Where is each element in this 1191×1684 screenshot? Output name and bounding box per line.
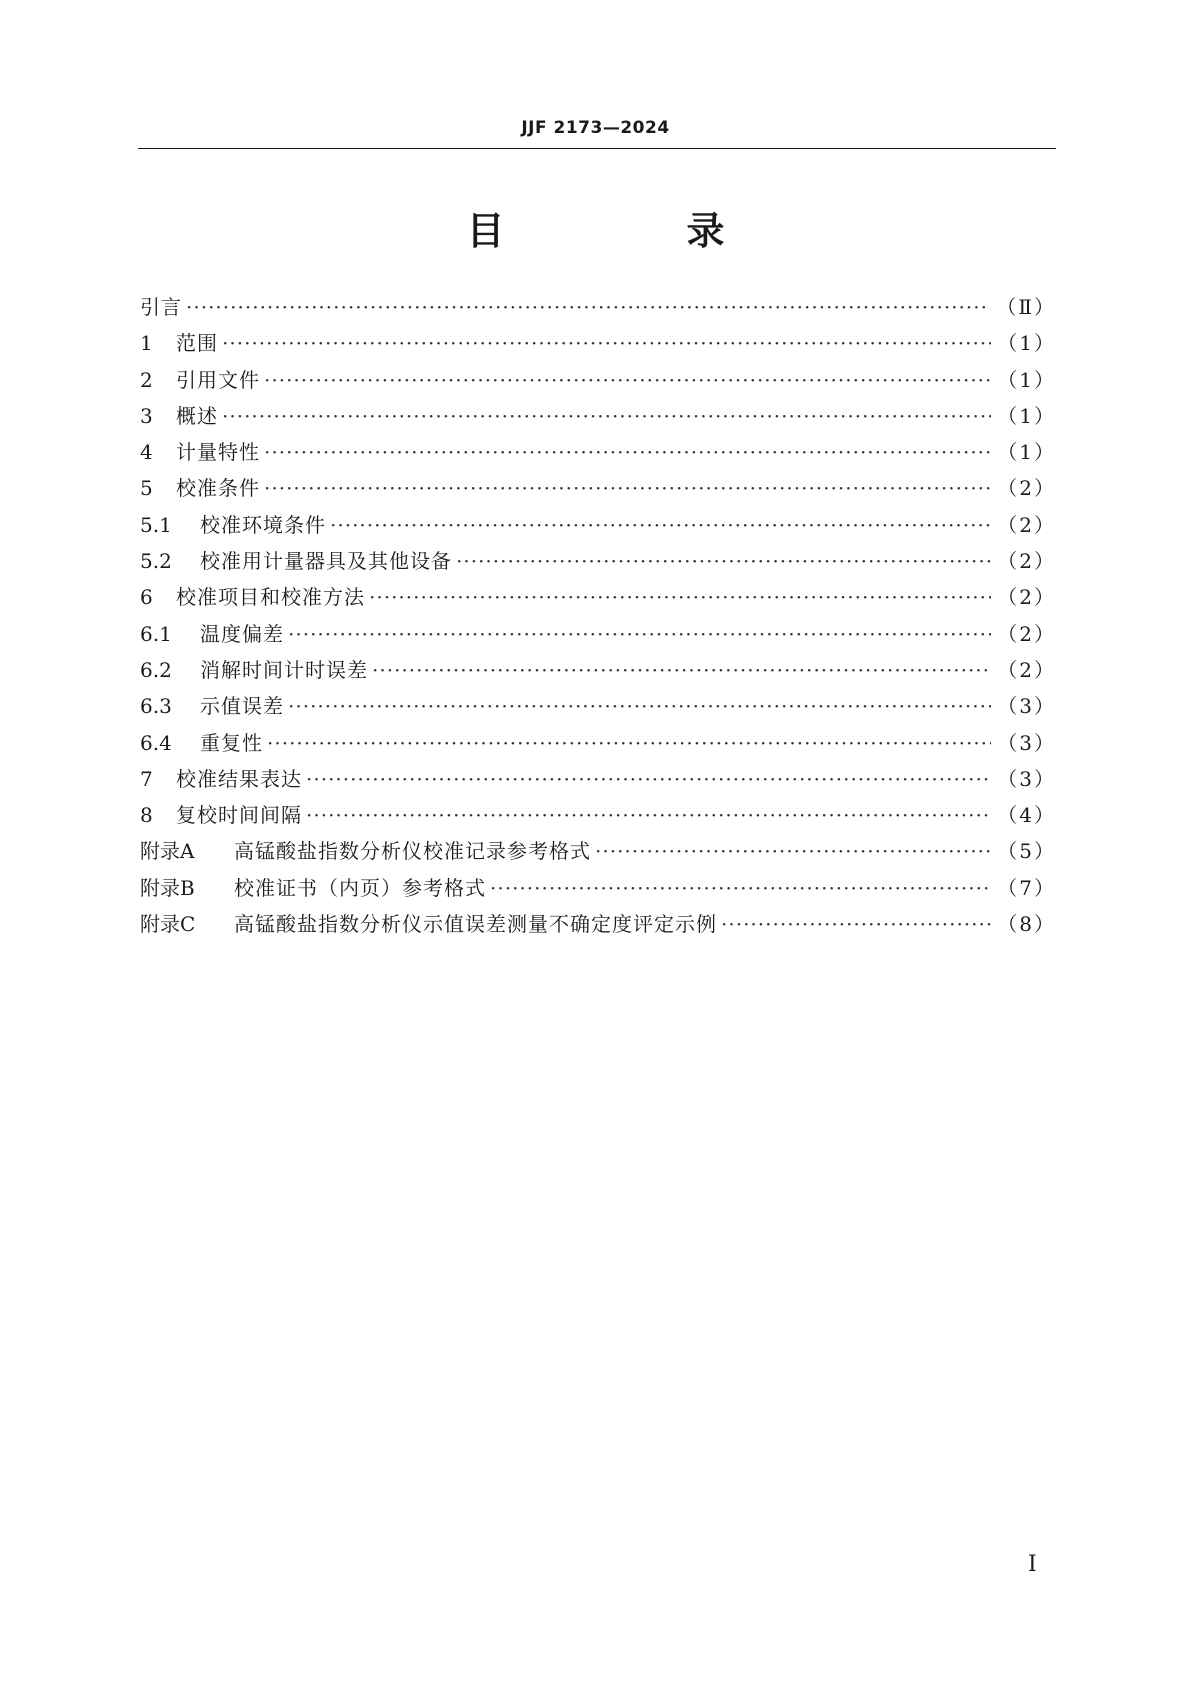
toc-entry-title: 概述 — [176, 403, 218, 428]
toc-entry[interactable] — [140, 725, 1056, 761]
toc-entry-number: 1 — [140, 331, 153, 356]
toc-leader-dots — [456, 543, 991, 579]
toc-leader-dots — [186, 289, 990, 325]
toc-entry-number: 6 — [140, 585, 153, 610]
toc-entry[interactable] — [140, 579, 1056, 615]
toc-entry-page: （1） — [997, 440, 1056, 465]
toc-entry-title: 高锰酸盐指数分析仪示值误差测量不确定度评定示例 — [234, 912, 717, 937]
toc-entry-title: 温度偏差 — [200, 621, 284, 646]
toc-entry-page: （1） — [997, 331, 1056, 356]
toc-entry-title: 校准项目和校准方法 — [176, 585, 365, 610]
toc-entry-number: 6.3 — [140, 694, 172, 719]
toc-entry-title: 引用文件 — [176, 367, 260, 392]
toc-entry[interactable] — [140, 906, 1056, 942]
toc-entry-number: 4 — [140, 440, 153, 465]
toc-leader-dots — [330, 507, 991, 543]
toc-leader-dots — [264, 470, 991, 506]
toc-entry-page: （2） — [997, 476, 1056, 501]
toc-entry[interactable] — [140, 325, 1056, 361]
toc-leader-dots — [306, 797, 991, 833]
toc-entry-title: 示值误差 — [200, 694, 284, 719]
toc-leader-dots — [595, 833, 991, 869]
toc-entry-number: 7 — [140, 766, 153, 791]
toc-entry-number: 2 — [140, 367, 153, 392]
toc-leader-dots — [222, 325, 991, 361]
toc-entry-title: 重复性 — [200, 730, 263, 755]
toc-entry[interactable] — [140, 833, 1056, 869]
toc-entry[interactable] — [140, 507, 1056, 543]
toc-entry-page: （7） — [997, 875, 1056, 900]
toc-entry-number: 8 — [140, 803, 153, 828]
toc-entry-title: 校准环境条件 — [200, 512, 326, 537]
toc-entry-page: （8） — [997, 912, 1056, 937]
toc-leader-dots — [264, 434, 991, 470]
toc-leader-dots — [369, 579, 991, 615]
toc-leader-dots — [288, 688, 991, 724]
toc-entry-page: （3） — [997, 694, 1056, 719]
toc-leader-dots — [264, 362, 991, 398]
toc-entry[interactable] — [140, 870, 1056, 906]
toc-entry-page: （1） — [997, 403, 1056, 428]
toc-entry-number: 附录C — [140, 912, 196, 937]
toc-entry-page: （2） — [997, 657, 1056, 682]
header-divider — [138, 148, 1056, 149]
toc-entry-page: （1） — [997, 367, 1056, 392]
toc-entry[interactable] — [140, 652, 1056, 688]
toc-entry-number: 附录A — [140, 839, 195, 864]
toc-entry-page: （5） — [997, 839, 1056, 864]
toc-entry-title: 校准结果表达 — [176, 766, 302, 791]
toc-entry-title: 高锰酸盐指数分析仪校准记录参考格式 — [234, 839, 591, 864]
toc-entry[interactable] — [140, 398, 1056, 434]
toc-entry[interactable] — [140, 543, 1056, 579]
toc-entry-title: 计量特性 — [176, 440, 260, 465]
toc-entry-number: 5.2 — [140, 549, 172, 574]
toc-entry-number: 附录B — [140, 875, 195, 900]
toc-entry-page: （3） — [997, 766, 1056, 791]
toc-entry-title: 校准条件 — [176, 476, 260, 501]
toc-entry-title: 复校时间间隔 — [176, 803, 302, 828]
table-of-contents — [140, 289, 1056, 942]
toc-entry-number: 5.1 — [140, 512, 172, 537]
toc-leader-dots — [267, 725, 991, 761]
toc-entry[interactable] — [140, 362, 1056, 398]
toc-entry[interactable] — [140, 797, 1056, 833]
toc-entry-number: 3 — [140, 403, 153, 428]
toc-entry-title: 校准用计量器具及其他设备 — [200, 549, 452, 574]
toc-entry-page: （4） — [997, 803, 1056, 828]
toc-entry-number: 5 — [140, 476, 153, 501]
toc-entry[interactable] — [140, 616, 1056, 652]
toc-leader-dots — [372, 652, 991, 688]
document-code: JJF 2173—2024 — [521, 118, 670, 138]
toc-entry-title: 消解时间计时误差 — [200, 657, 368, 682]
toc-entry[interactable] — [140, 470, 1056, 506]
page-number: Ⅰ — [1028, 1552, 1037, 1577]
toc-leader-dots — [490, 870, 991, 906]
toc-entry-number: 6.1 — [140, 621, 172, 646]
toc-entry-title: 校准证书（内页）参考格式 — [234, 875, 486, 900]
toc-entry-page: （2） — [997, 621, 1056, 646]
page-title: 目 录 — [466, 209, 797, 253]
toc-entry-page: （Ⅱ） — [996, 295, 1056, 319]
toc-entry-page: （2） — [997, 512, 1056, 537]
toc-entry[interactable] — [140, 761, 1056, 797]
toc-entry[interactable] — [140, 434, 1056, 470]
toc-leader-dots — [288, 616, 991, 652]
toc-entry-title: 引言 — [140, 295, 182, 319]
toc-entry-page: （2） — [997, 549, 1056, 574]
toc-entry[interactable] — [140, 289, 1056, 325]
toc-leader-dots — [306, 761, 991, 797]
toc-entry-number: 6.2 — [140, 657, 172, 682]
toc-leader-dots — [222, 398, 991, 434]
toc-entry-number: 6.4 — [140, 730, 172, 755]
toc-entry[interactable] — [140, 688, 1056, 724]
toc-entry-page: （3） — [997, 730, 1056, 755]
toc-entry-page: （2） — [997, 585, 1056, 610]
toc-leader-dots — [721, 906, 991, 942]
toc-entry-title: 范围 — [176, 331, 218, 356]
